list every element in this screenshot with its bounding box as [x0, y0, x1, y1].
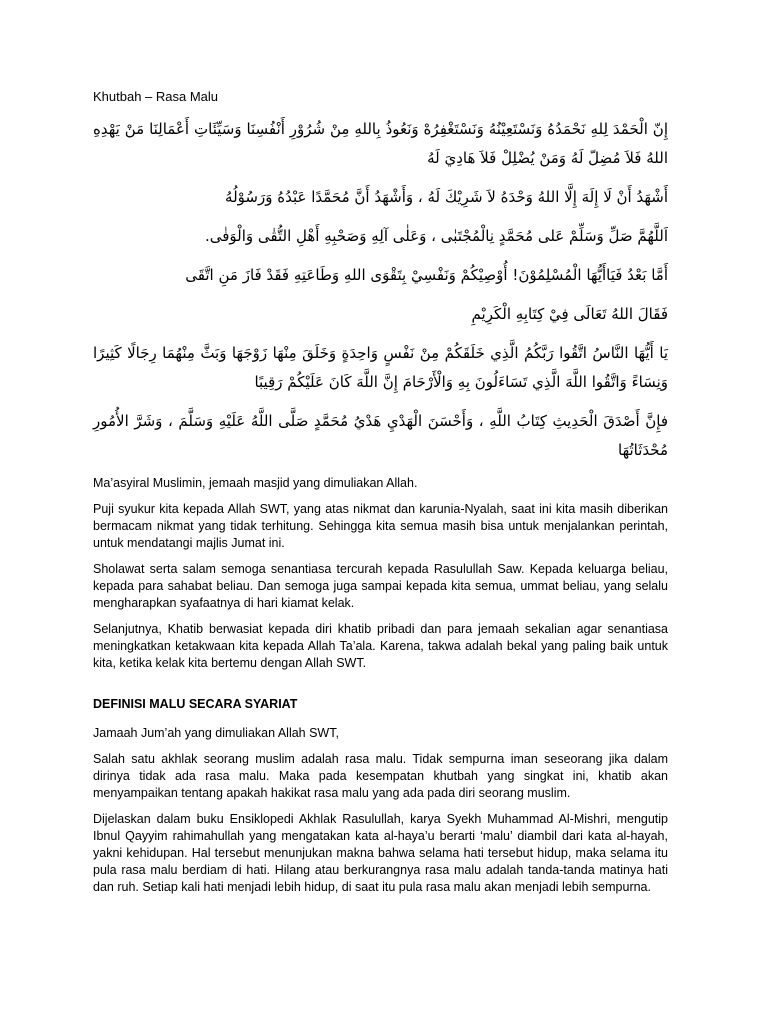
- arabic-amma-bad: أَمَّا بَعْدُ فَيَاأَيُّهَا الْمُسْلِمُوْنَ! أُوْصِيْكُمْ وَنَفْسِيْ بِتَقْوَى اللهِ وَطَاعَتِهِ فَقَدْ فَازَ مَنِ اتَّقَى: [185, 266, 668, 284]
- arabic-quran-verse: يَا أَيُّهَا النَّاسُ اتَّقُوا رَبَّكُمُ الَّذِي خَلَقَكُمْ مِنْ نَفْسٍ وَاحِدَةٍ وَخَلَقَ مِنْهَا زَوْجَهَا وَبَثَّ مِنْهُمَا رِجَالًا كَثِيرًا وَنِسَاءً وَاتَّقُوا اللَّهَ الَّذِي تَسَاءَلُونَ بِهِ وَالْأَرْحَامَ إِنَّ اللَّهَ كَانَ عَلَيْكُمْ رَقِيبًا: [93, 344, 668, 391]
- arabic-qala-allah: فَقَالَ اللهُ تَعَالَى فِيْ كِتَابِهِ الْكَرِيْمِ: [471, 305, 668, 323]
- arabic-shahada: أَشْهَدُ أَنْ لَا إِلَهَ إِلَّا اللهُ وَحْدَهُ لاَ شَرِيْكَ لَهُ ، وَأَشْهَدُ أَنَّ مُحَمَّدًا عَبْدُهُ وَرَسُوْلُهُ: [225, 188, 668, 206]
- document-title: Khutbah – Rasa Malu: [93, 89, 219, 104]
- paragraph-gratitude: Puji syukur kita kepada Allah SWT, yang atas nikmat dan karunia-Nyalah, saat ini kita masih diberikan bermacam nikmat yang tidak terhitung. Sehingga kita semua masih bisa untuk menjalankan perintah, untuk mendatangi majlis Jumat ini.: [93, 502, 668, 550]
- paragraph-sholawat: Sholawat serta salam semoga senantiasa tercurah kepada Rasulullah Saw. Kepada keluarga beliau, kepada para sahabat beliau. Dan semoga juga sampai kepada kita semua, ummat beliau, yang selalu mengharapkan syafaatnya di hari kiamat kelak.: [93, 562, 668, 610]
- arabic-opening-praise: إِنّ الْحَمْدَ لِلهِ نَحْمَدُهُ وَنَسْتَعِيْنُهُ وَنَسْتَغْفِرُهْ وَنَعُوذُ بِاللهِ مِنْ شُرُوْرِ أَنْفُسِنَا وَسَيِّئَاتِ أَعْمَالِنَا مَنْ يَهْدِهِ اللهُ فَلاَ مُضِلّ لَهُ وَمَنْ يُضْلِلْ فَلاَ هَادِيَ لَهُ: [93, 120, 668, 167]
- arabic-salawat: اَللَّهُمَّ صَلِّ وَسَلِّمْ عَلى مُحَمَّدٍ نِالْمُجْتَبٰى ، وَعَلٰى آلِهِ وَصَحْبِهِ أَهْلِ التُّقٰى وَالْوَفٰى.: [204, 227, 668, 245]
- paragraph-wasiat: Selanjutnya, Khatib berwasiat kepada diri khatib pribadi dan para jemaah sekalian agar senantiasa meningkatkan ketakwaan kita kepada Allah Ta’ala. Karena, takwa adalah bekal yang paling baik untuk kita, ketika kelak kita bertemu dengan Allah SWT.: [93, 622, 668, 670]
- paragraph-greeting: Ma’asyiral Muslimin, jemaah masjid yang dimuliakan Allah.: [93, 476, 418, 490]
- section-heading: DEFINISI MALU SECARA SYARIAT: [93, 697, 298, 711]
- arabic-hadith: فإِنَّ أَصْدَقَ الْحَدِيثِ كِتَابُ اللَّهِ ، وَأَحْسَنَ الْهَدْيِ هَدْيُ مُحَمَّدٍ صَلَّى اللَّهُ عَلَيْهِ وَسَلَّمَ ، وَشَرَّ الأُمُورِ مُحْدَثَاتُهَا: [93, 412, 668, 459]
- paragraph-jamaah-greeting: Jamaah Jum’ah yang dimuliakan Allah SWT,: [93, 726, 339, 740]
- paragraph-definisi-malu: Dijelaskan dalam buku Ensiklopedi Akhlak Rasulullah, karya Syekh Muhammad Al-Mishri, mengutip Ibnul Qayyim rahimahullah yang mengatakan kata al-haya’u berarti ‘malu’ diambil dari kata al-hayah, yakni kehidupan. Hal tersebut menunjukan makna bahwa selama hati tersebut hidup, maka selama itu pula rasa malu berdiam di hati. Hilang atau berkurangnya rasa malu adalah tanda-tanda matinya hati dan ruh. Setiap kali hati menjadi lebih hidup, di saat itu pula rasa malu akan menjadi lebih sempurna.: [93, 812, 668, 894]
- paragraph-akhlak-malu: Salah satu akhlak seorang muslim adalah rasa malu. Tidak sempurna iman seseorang jika dalam dirinya tidak ada rasa malu. Maka pada kesempatan khutbah yang singkat ini, khatib akan menyampaikan tentang apakah hakikat rasa malu yang ada pada diri seorang muslim.: [93, 752, 668, 800]
